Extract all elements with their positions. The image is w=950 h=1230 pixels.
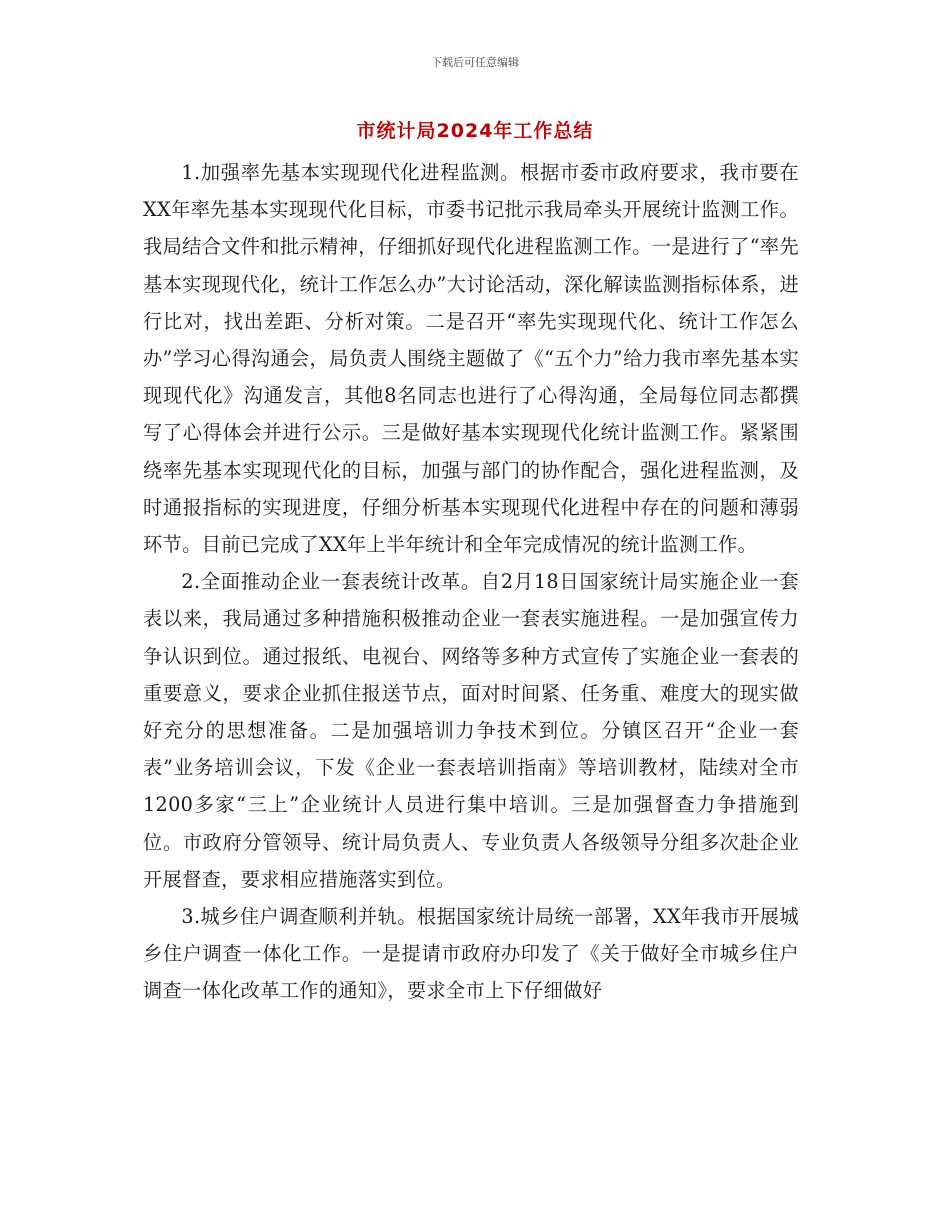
paragraph-3: 3.城乡住户调查顺利并轨。根据国家统计局统一部署，XX年我市开展城乡住户调查一体化工作。一是提请市政府办印发了《关于做好全市城乡住户调查一体化改革工作的通知》，要求全市上下仔细做好: [143, 905, 799, 1003]
header-note: 下载后可任意编辑: [431, 56, 519, 69]
page-title: 市统计局2024年工作总结: [356, 120, 594, 142]
document-body: [143, 154, 799, 1010]
paragraph-1: 1.加强率先基本实现现代化进程监测。根据市委市政府要求，我市要在XX年率先基本实现现代化目标，市委书记批示我局牵头开展统计监测工作。我局结合文件和批示精神，仔细抓好现代化进程监测工作。一是进行了“率先基本实现现代化，统计工作怎么办”大讨论活动，深化解读监测指标体系，进行比对，找出差距、分析对策。二是召开“率先实现现代化、统计工作怎么办”学习心得沟通会，局负责人围绕主题做了《“五个力”给力我市率先基本实现现代化》沟通发言，其他8名同志也进行了心得沟通，全局每位同志都撰写了心得体会并进行公示。三是做好基本实现现代化统计监测工作。紧紧围绕率先基本实现现代化的目标，加强与部门的协作配合，强化进程监测，及时通报指标的实现进度，仔细分析基本实现现代化进程中存在的问题和薄弱环节。目前已完成了XX年上半年统计和全年完成情况的统计监测工作。: [143, 161, 799, 557]
paragraph-2: 2.全面推动企业一套表统计改革。自2月18日国家统计局实施企业一套表以来，我局通过多种措施积极推动企业一套表实施进程。一是加强宣传力争认识到位。通过报纸、电视台、网络等多种方式宣传了实施企业一套表的重要意义，要求企业抓住报送节点，面对时间紧、任务重、难度大的现实做好充分的思想准备。二是加强培训力争技术到位。分镇区召开“企业一套表”业务培训会议，下发《企业一套表培训指南》等培训教材，陆续对全市1200多家“三上”企业统计人员进行集中培训。三是加强督查力争措施到位。市政府分管领导、统计局负责人、专业负责人各级领导分组多次赴企业开展督查，要求相应措施落实到位。: [143, 570, 799, 891]
